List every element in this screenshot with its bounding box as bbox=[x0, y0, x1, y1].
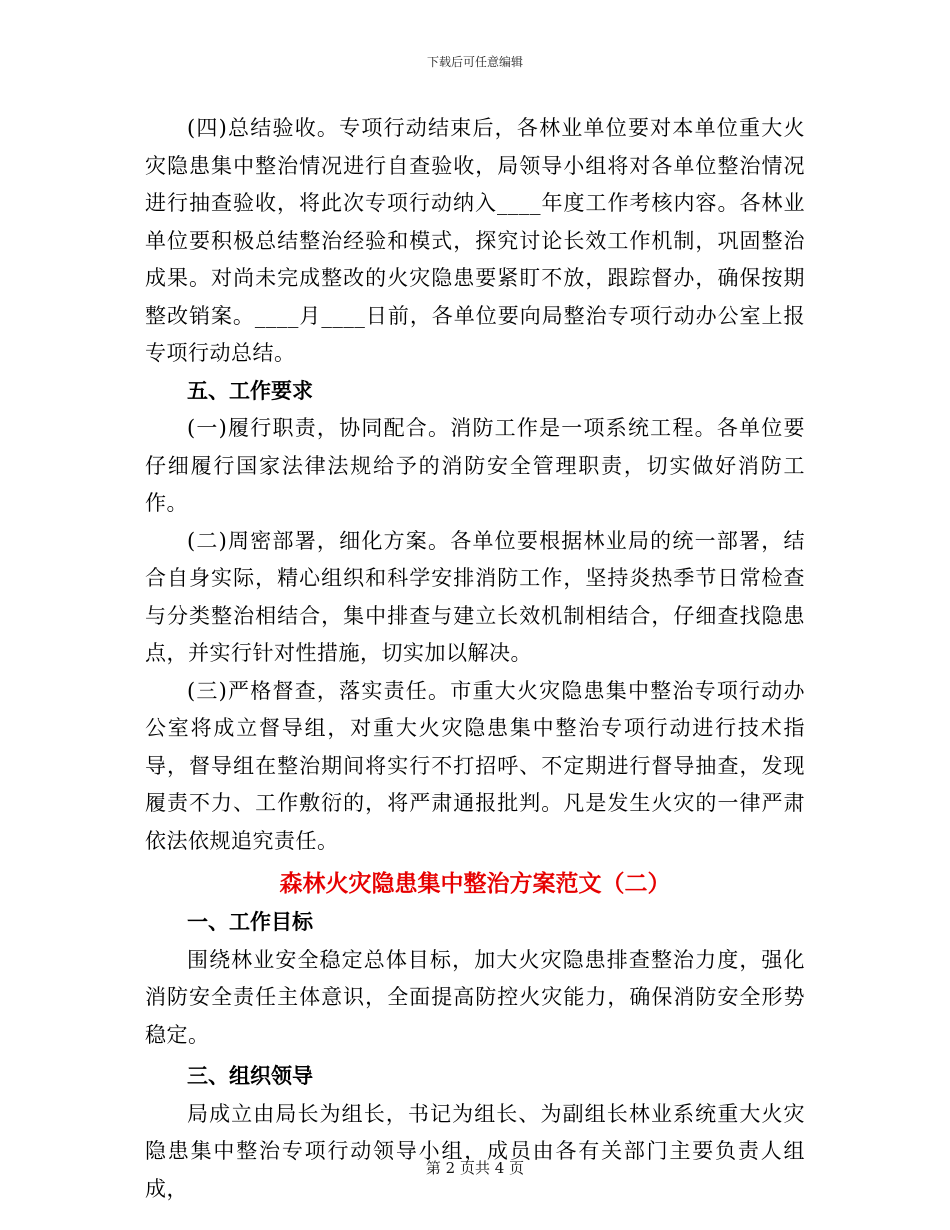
document-body bbox=[145, 110, 805, 1208]
heading-work-requirements: 五、工作要求 bbox=[187, 378, 313, 403]
paragraph-organization: 局成立由局长为组长，书记为组长、为副组长林业系统重大火灾隐患集中整治专项行动领导小组，成员由各有关部门主要负责人组成， bbox=[145, 1101, 805, 1201]
paragraph-requirement-3: (三)严格督查，落实责任。市重大火灾隐患集中整治专项行动办公室将成立督导组，对重大火灾隐患集中整治专项行动进行技术指导，督导组在整治期间将实行不打招呼、不定期进行督导抽查，发现履责不力、工作敷衍的，将严肃通报批判。凡是发生火灾的一律严肃依法依规追究责任。 bbox=[145, 678, 805, 853]
heading-organization: 三、组织领导 bbox=[187, 1064, 313, 1088]
paragraph-work-goals: 围绕林业安全稳定总体目标，加大火灾隐患排查整治力度，强化消防安全责任主体意识，全面提高防控火灾能力，确保消防安全形势稳定。 bbox=[145, 947, 805, 1047]
page-number-footer: 第 2 页共 4 页 bbox=[425, 1159, 525, 1177]
heading-work-goals: 一、工作目标 bbox=[187, 910, 313, 934]
paragraph-summary-acceptance: (四)总结验收。专项行动结束后，各林业单位要对本单位重大火灾隐患集中整治情况进行自查验收，局领导小组将对各单位整治情况进行抽查验收，将此次专项行动纳入____年度工作考核内容。各林业单位要积极总结整治经验和模式，探究讨论长效工作机制，巩固整治成果。对尚未完成整改的火灾隐患要紧盯不放，跟踪督办，确保按期整改销案。____月____日前，各单位要向局整治专项行动办公室上报专项行动总结。 bbox=[145, 116, 805, 365]
paragraph-requirement-1: (一)履行职责，协同配合。消防工作是一项系统工程。各单位要仔细履行国家法律法规给予的消防安全管理职责，切实做好消防工作。 bbox=[145, 416, 805, 515]
paragraph-requirement-2: (二)周密部署，细化方案。各单位要根据林业局的统一部署，结合自身实际，精心组织和科学安排消防工作，坚持炎热季节日常检查与分类整治相结合，集中排查与建立长效机制相结合，仔细查找隐患点，并实行针对性措施，切实加以解决。 bbox=[145, 528, 805, 665]
section-title: 森林火灾隐患集中整治方案范文（二） bbox=[279, 871, 671, 897]
page-header-note: 下载后可任意编辑 bbox=[426, 55, 523, 69]
